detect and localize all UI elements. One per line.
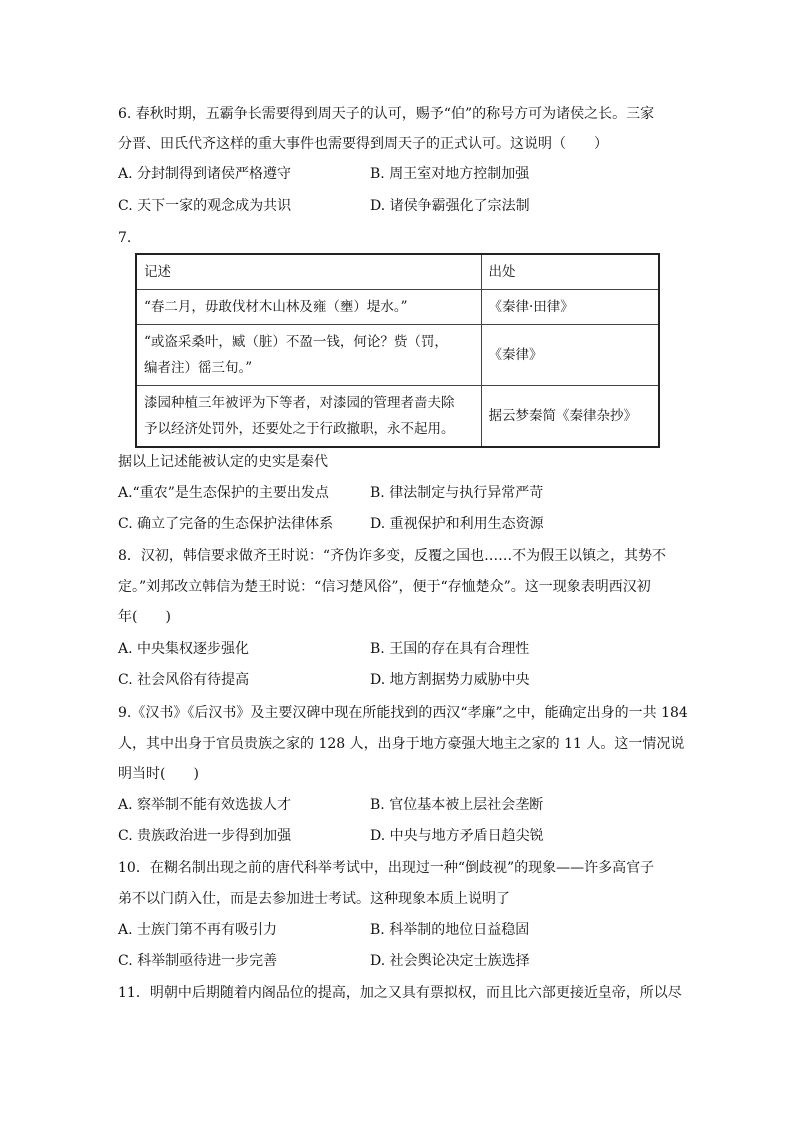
- q9-stem-line-3: 明当时( ): [118, 766, 199, 782]
- table-header-row: [136, 254, 659, 290]
- q10-stem-line-2: 弟不以门荫入仕，而是去参加进士考试。这种现象本质上说明了: [118, 891, 510, 907]
- q8-stem-line-1: 8．汉初，韩信要求做齐王时说：“齐伪诈多变，反覆之国也……不为假王以镇之，其势不: [118, 548, 667, 564]
- q7-option-a: A.“重农”是生态保护的主要出发点: [118, 485, 329, 501]
- table-cell-record: [136, 325, 481, 386]
- record-line: “或盗采桑叶，臧（脏）不盈一钱，何论？赀（罚，: [144, 334, 448, 350]
- q10-stem-line-1: 10．在糊名制出现之前的唐代科举考试中，出现过一种“倒歧视”的现象——许多高官子: [118, 860, 655, 876]
- q6-stem-line-1: 6. 春秋时期，五霸争长需要得到周天子的认可，赐予“伯”的称号方可为诸侯之长。三家: [118, 106, 655, 122]
- q6-stem-line-2: 分晋、田氏代齐这样的重大事件也需要得到周天子的正式认可。这说明（ ）: [118, 136, 608, 152]
- table-row: [136, 386, 659, 448]
- q6-option-b: B. 周王室对地方控制加强: [370, 166, 530, 182]
- q7-option-c: C. 确立了完备的生态保护法律体系: [118, 516, 334, 532]
- q8-option-c: C. 社会风俗有待提高: [118, 672, 250, 688]
- q7-records-table: [135, 253, 660, 448]
- q9-option-a: A. 察举制不能有效选拔人才: [118, 797, 292, 813]
- table-cell-source: 《秦律》: [481, 325, 659, 386]
- record-line: 漆园种植三年被评为下等者，对漆园的管理者啬夫除: [144, 395, 455, 411]
- q10-option-d: D. 社会舆论决定士族选择: [370, 953, 530, 969]
- q7-number: 7.: [118, 230, 132, 246]
- q9-option-c: C. 贵族政治进一步得到加强: [118, 828, 292, 844]
- table-header-source: 出处: [481, 254, 659, 290]
- q11-stem-line-1: 11．明朝中后期随着内阁品位的提高，加之又具有票拟权，而且比六部更接近皇帝，所以尽: [118, 985, 682, 1001]
- q8-stem-line-2: 定。”刘邦改立韩信为楚王时说：“信习楚风俗”，便于“存恤楚众”。这一现象表明西汉初: [118, 579, 651, 595]
- q9-stem-line-2: 人，其中出身于官员贵族之家的 128 人，出身于地方豪强大地主之家的 11 人。这一情况说: [118, 736, 685, 752]
- table-header-record: 记述: [136, 254, 481, 290]
- q9-stem-line-1: 9.《汉书》《后汉书》及主要汉碑中现在所能找到的西汉“孝廉”之中，能确定出身的一共 184: [118, 705, 688, 721]
- q7-option-d: D. 重视保护和利用生态资源: [370, 516, 544, 532]
- q8-stem-line-3: 年( ): [118, 609, 171, 625]
- q8-option-d: D. 地方割据势力威胁中央: [370, 672, 530, 688]
- q7-option-b: B. 律法制定与执行异常严苛: [370, 485, 544, 501]
- record-line: 编者注）徭三旬。”: [144, 360, 253, 376]
- q7-stem: 据以上记述能被认定的史实是秦代: [118, 454, 328, 470]
- q8-option-b: B. 王国的存在具有合理性: [370, 641, 530, 657]
- q6-option-c: C. 天下一家的观念成为共识: [118, 198, 292, 214]
- q10-option-a: A. 士族门第不再有吸引力: [118, 922, 278, 938]
- q9-option-d: D. 中央与地方矛盾日趋尖锐: [370, 828, 544, 844]
- table-cell-record: [136, 290, 481, 325]
- q10-option-c: C. 科举制亟待进一步完善: [118, 953, 278, 969]
- record-line: 予以经济处罚外，还要处之于行政撤职，永不起用。: [144, 421, 455, 437]
- table-cell-source: 《秦律·田律》: [481, 290, 659, 325]
- record-line: “春二月，毋敢伐材木山林及雍（壅）堤水。”: [144, 299, 408, 315]
- table-cell-source: 据云梦秦简《秦律杂抄》: [481, 386, 659, 448]
- q6-option-d: D. 诸侯争霸强化了宗法制: [370, 198, 530, 214]
- q6-option-a: A. 分封制得到诸侯严格遵守: [118, 166, 292, 182]
- q8-option-a: A. 中央集权逐步强化: [118, 641, 250, 657]
- table-cell-record: [136, 386, 481, 448]
- q10-option-b: B. 科举制的地位日益稳固: [370, 922, 530, 938]
- q9-option-b: B. 官位基本被上层社会垄断: [370, 797, 544, 813]
- table-row: [136, 290, 659, 325]
- table-row: [136, 325, 659, 386]
